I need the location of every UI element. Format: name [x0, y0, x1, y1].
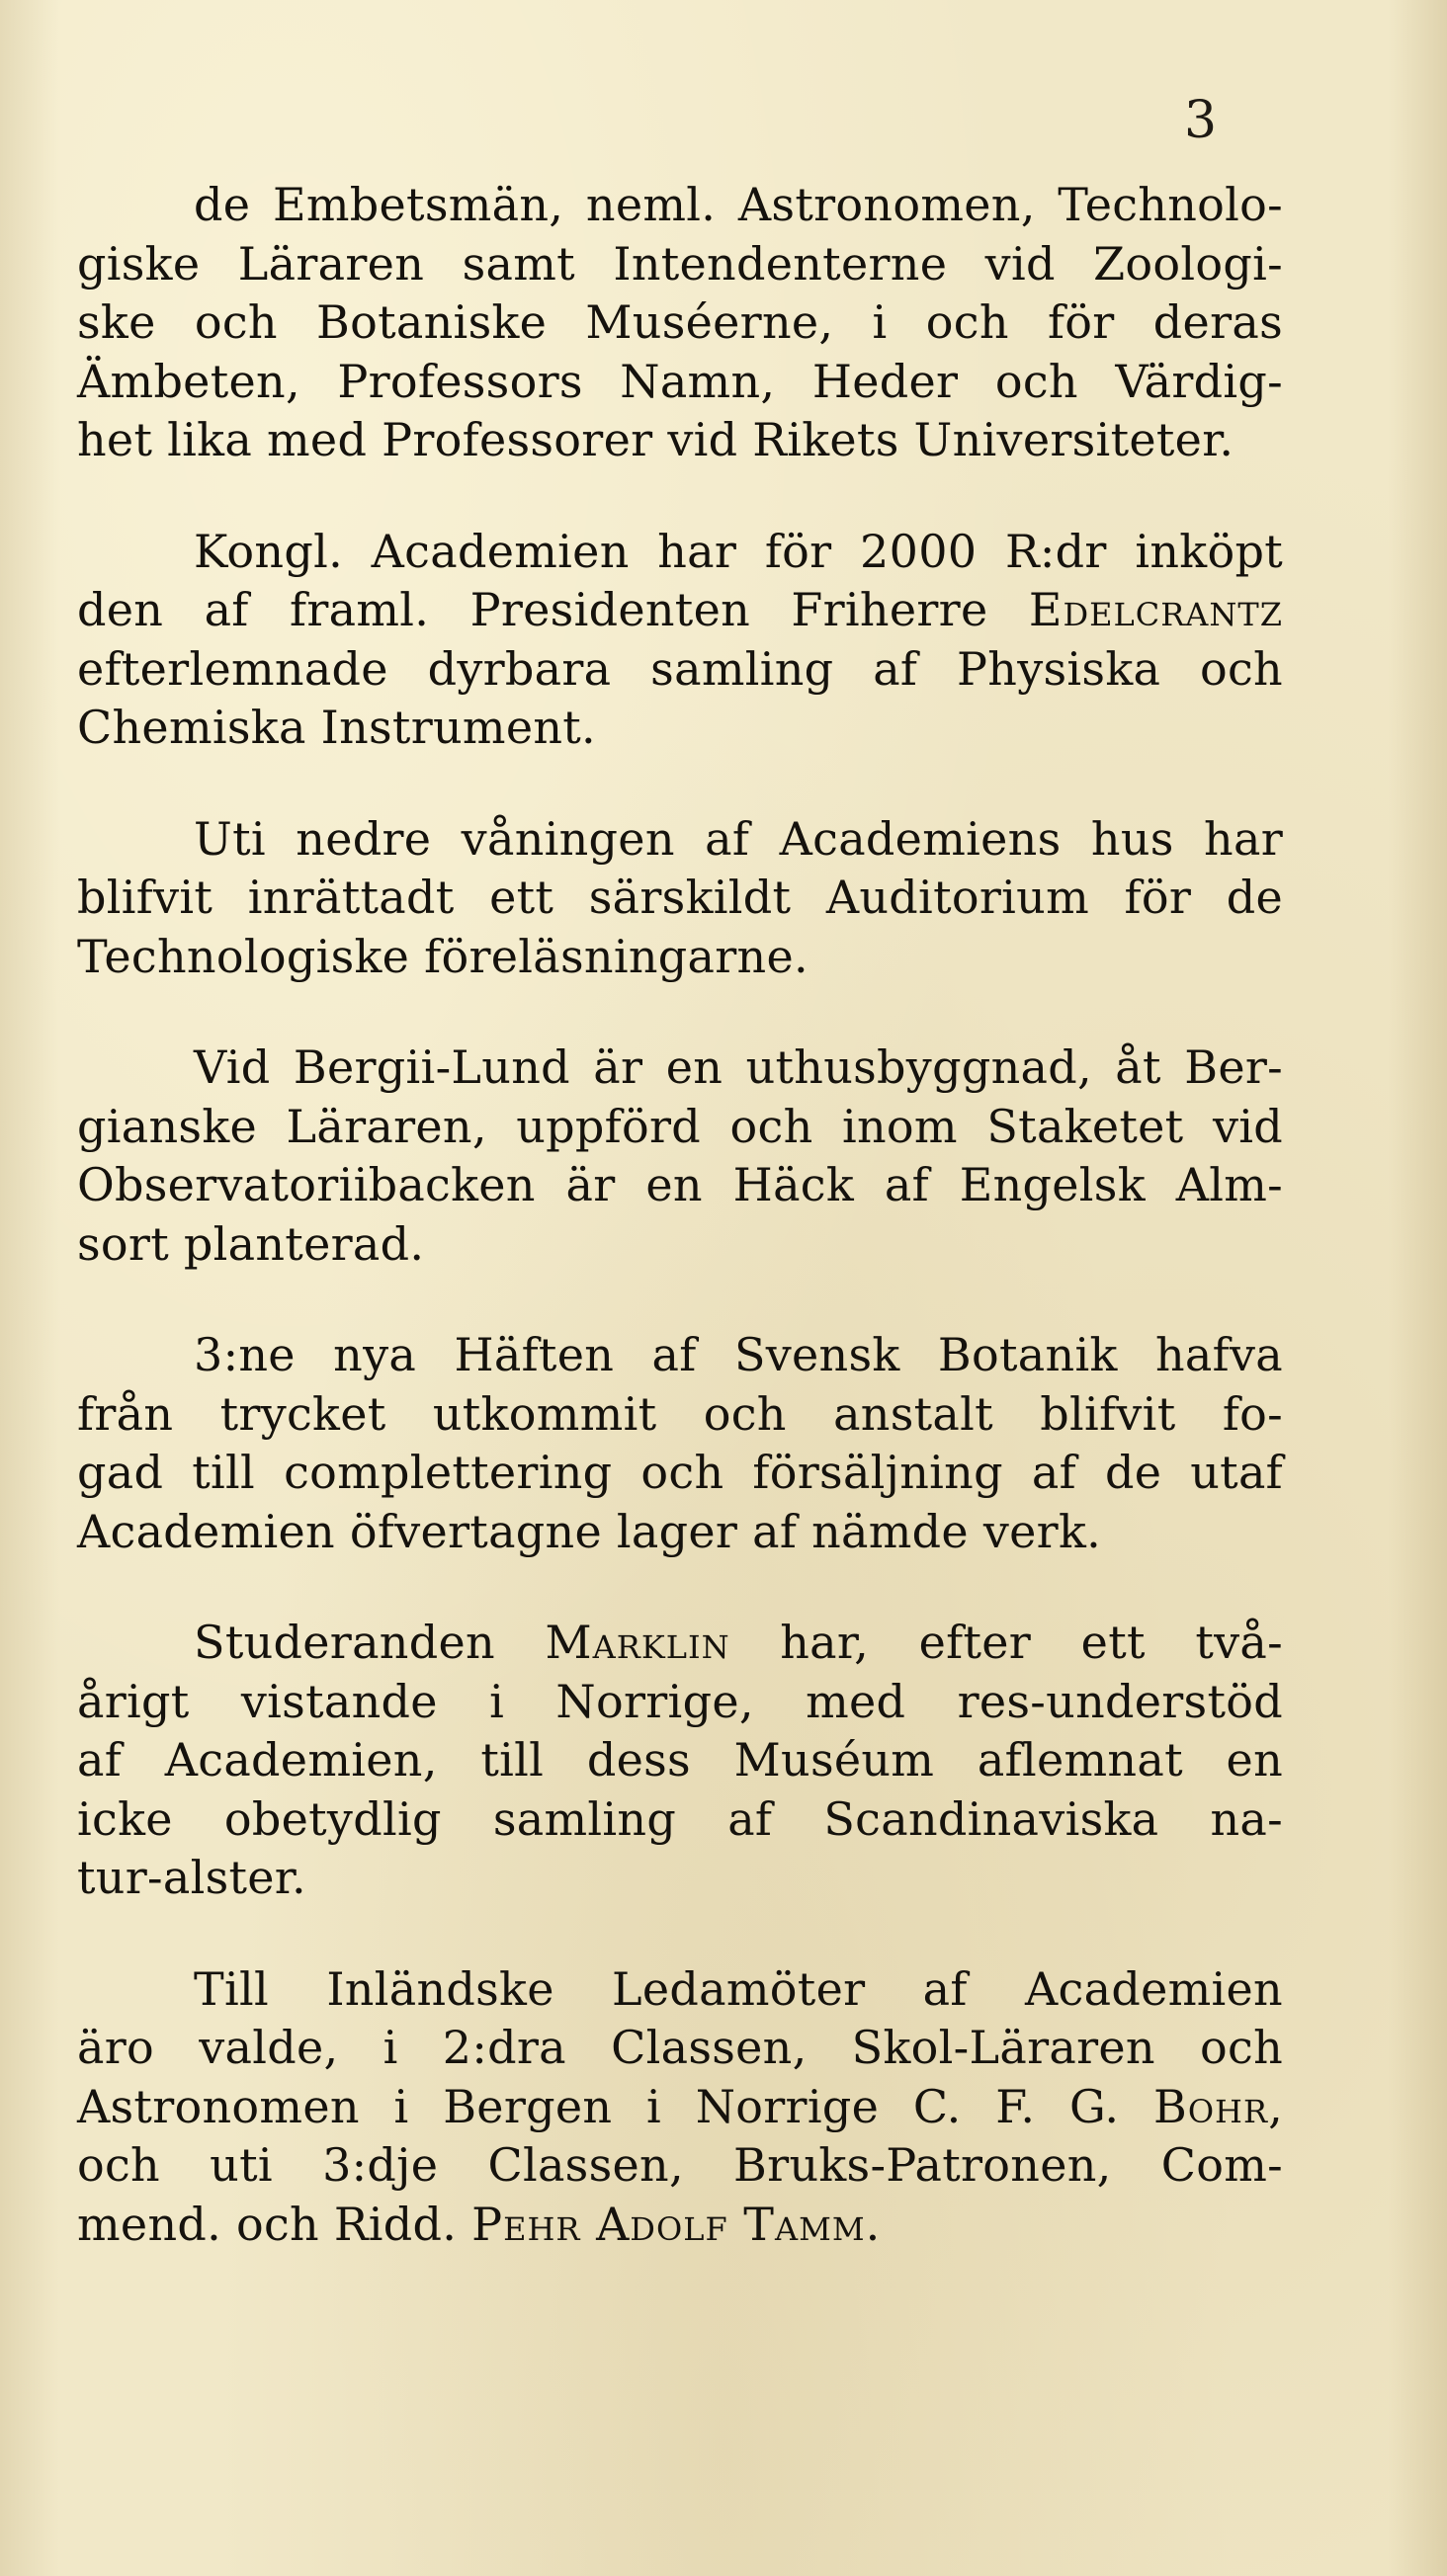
- text-line: [77, 1849, 1283, 1908]
- text-run: de Embetsmän, neml. Astronomen, Technolo-: [194, 178, 1283, 231]
- text-line: [77, 640, 1283, 700]
- paragraph: [77, 523, 1283, 758]
- text-line: [77, 699, 1283, 758]
- text-line: [77, 1385, 1283, 1445]
- text-line: [77, 1731, 1283, 1790]
- text-run: Kongl. Academien har för 2000 R:dr inköpt: [194, 524, 1283, 578]
- text-run: ske och Botaniske Muséerne, i och för deras: [77, 295, 1283, 349]
- text-run: 3:ne nya Häften af Svensk Botanik hafva: [194, 1328, 1283, 1381]
- text-line: [77, 1960, 1283, 2020]
- page-edge-shadow-left: [0, 0, 59, 2576]
- text-run: den af framl. Presidenten Friherre: [77, 583, 1029, 636]
- text-line: [77, 1673, 1283, 1732]
- text-run: Ämbeten, Professors Namn, Heder och Värdig-: [77, 354, 1283, 408]
- text-run: sort planterad.: [77, 1216, 425, 1271]
- paragraph: [77, 810, 1283, 987]
- text-run: Observatoriibacken är en Häck af Engelsk Alm-: [77, 1158, 1283, 1211]
- name-smallcaps: Pehr Adolf Tamm: [471, 2197, 866, 2251]
- text-line: [77, 1444, 1283, 1503]
- text-run: årigt vistande i Norrige, med res-understöd: [77, 1674, 1283, 1728]
- text-line: [77, 810, 1283, 870]
- text-line: [77, 2019, 1283, 2078]
- text-line: [77, 411, 1283, 470]
- text-line: [77, 1503, 1283, 1562]
- paragraph: [77, 176, 1283, 470]
- text-line: [77, 235, 1283, 294]
- text-line: [77, 1614, 1283, 1673]
- text-line: [77, 353, 1283, 412]
- text-line: [77, 1215, 1283, 1275]
- text-line: [77, 1039, 1283, 1098]
- body-text: [77, 176, 1283, 2254]
- text-line: [77, 1326, 1283, 1385]
- text-run: Academien öfvertagne lager af nämde verk.: [77, 1504, 1102, 1558]
- page-number: 3: [1184, 91, 1218, 150]
- page-edge-shadow-right: [1388, 0, 1447, 2576]
- text-line: [77, 928, 1283, 987]
- text-run: Vid Bergii-Lund är en uthusbyggnad, åt Ber-: [194, 1040, 1283, 1094]
- text-run: icke obetydlig samling af Scandinaviska na-: [77, 1791, 1283, 1846]
- text-run: Chemiska Instrument.: [77, 701, 596, 754]
- text-run: ,: [1268, 2079, 1283, 2133]
- text-run: och uti 3:dje Classen, Bruks-Patronen, Com-: [77, 2138, 1283, 2192]
- text-run: Studeranden: [194, 1616, 546, 1669]
- paragraph: [77, 1960, 1283, 2255]
- text-run: efterlemnade dyrbara samling af Physiska och: [77, 641, 1283, 696]
- text-run: har, efter ett två-: [729, 1616, 1283, 1669]
- paragraph: [77, 1326, 1283, 1561]
- text-line: [77, 869, 1283, 928]
- text-run: giske Läraren samt Intendenterne vid Zoologi-: [77, 236, 1283, 291]
- text-run: mend. och Ridd.: [77, 2197, 472, 2251]
- text-run: Astronomen i Bergen i Norrige C. F. G.: [77, 2079, 1154, 2133]
- text-run: .: [865, 2197, 881, 2251]
- text-line: [77, 581, 1283, 640]
- paragraph: [77, 1614, 1283, 1908]
- text-line: [77, 2078, 1283, 2137]
- text-line: [77, 176, 1283, 235]
- text-run: het lika med Professorer vid Rikets Universiteter.: [77, 413, 1234, 466]
- text-run: Uti nedre våningen af Academiens hus har: [194, 811, 1283, 866]
- text-line: [77, 1790, 1283, 1850]
- name-smallcaps: Edelcrantz: [1028, 583, 1283, 636]
- paragraph: [77, 1039, 1283, 1274]
- text-run: af Academien, till dess Muséum aflemnat en: [77, 1733, 1283, 1787]
- text-run: gad till complettering och försäljning af de utaf: [77, 1446, 1283, 1499]
- name-smallcaps: Marklin: [545, 1616, 730, 1669]
- text-line: [77, 1156, 1283, 1215]
- text-line: [77, 2136, 1283, 2196]
- text-line: [77, 1098, 1283, 1157]
- text-run: blifvit inrättadt ett särskildt Auditorium för de: [77, 871, 1283, 924]
- text-line: [77, 523, 1283, 582]
- text-line: [77, 2196, 1283, 2255]
- text-line: [77, 293, 1283, 353]
- text-run: Technologiske föreläsningarne.: [77, 929, 809, 983]
- text-run: Till Inländske Ledamöter af Academien: [194, 1961, 1283, 2016]
- text-run: från trycket utkommit och anstalt blifvit fo-: [77, 1386, 1283, 1441]
- text-run: äro valde, i 2:dra Classen, Skol-Läraren och: [77, 2021, 1283, 2074]
- text-run: tur-alster.: [77, 1851, 306, 1904]
- name-smallcaps: Bohr: [1153, 2079, 1269, 2133]
- text-run: gianske Läraren, uppförd och inom Staketet vid: [77, 1099, 1283, 1153]
